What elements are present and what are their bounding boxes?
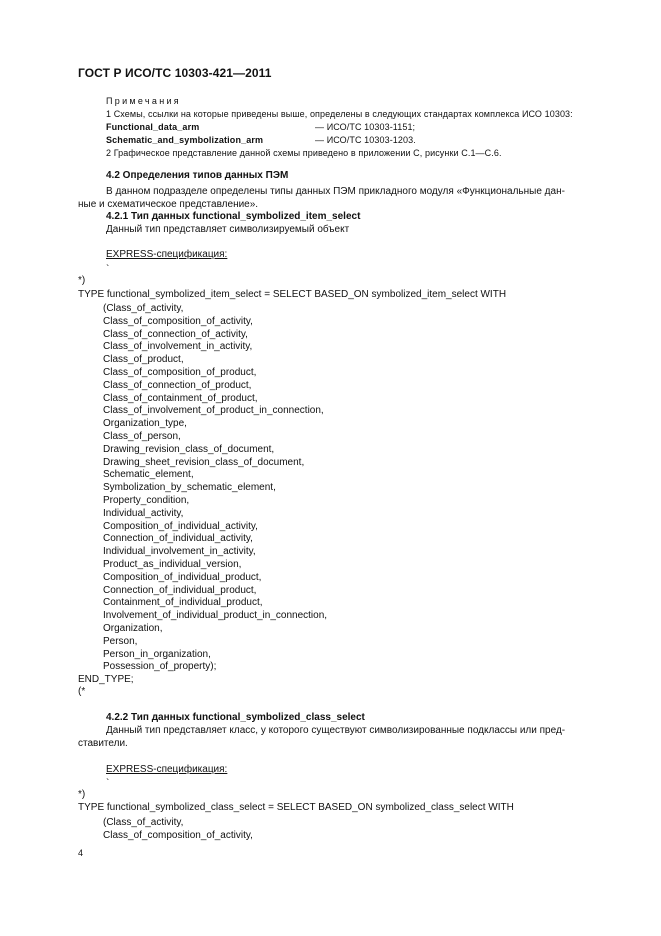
select-item: Class_of_connection_of_activity, bbox=[103, 328, 248, 340]
express-tick-2: ` bbox=[106, 778, 110, 789]
subsection-4-2-2-title: 4.2.2 Тип данных functional_symbolized_class_select bbox=[106, 712, 365, 723]
select-item: Drawing_sheet_revision_class_of_document, bbox=[103, 456, 305, 468]
subsection-4-2-1-title: 4.2.1 Тип данных functional_symbolized_item_select bbox=[106, 211, 361, 222]
note-2: 2 Графическое представление данной схемы приведено в приложении С, рисунки С.1—С.6. bbox=[106, 148, 502, 158]
section-intro-line-1: В данном подразделе определены типы данных ПЭМ прикладного модуля «Функциональные дан- bbox=[106, 186, 565, 197]
select-item: Class_of_composition_of_activity, bbox=[103, 830, 253, 841]
subsection-4-2-2-description-line-1: Данный тип представляет класс, у которого существуют символизированные подклассы или пред- bbox=[106, 725, 566, 736]
subsection-4-2-1-description: Данный тип представляет символизируемый объект bbox=[106, 224, 350, 235]
express-tick-1: ` bbox=[106, 264, 110, 275]
select-item: Individual_involvement_in_activity, bbox=[103, 546, 256, 558]
reference-name-1: Functional_data_arm bbox=[106, 122, 200, 132]
select-item: Class_of_connection_of_product, bbox=[103, 379, 252, 391]
select-item: Individual_activity, bbox=[103, 507, 184, 519]
select-item: Possession_of_property); bbox=[103, 661, 217, 673]
select-item: Organization, bbox=[103, 622, 163, 634]
select-item: Class_of_involvement_in_activity, bbox=[103, 341, 253, 353]
end-type-1: END_TYPE; bbox=[78, 674, 134, 685]
reference-name-2: Schematic_and_symbolization_arm bbox=[106, 135, 264, 145]
select-item: Property_condition, bbox=[103, 494, 190, 506]
section-title: 4.2 Определения типов данных ПЭМ bbox=[106, 170, 289, 181]
select-item: Class_of_product, bbox=[103, 354, 184, 366]
subsection-4-2-2-description-line-2: ставители. bbox=[78, 738, 128, 749]
section-intro-line-2: ные и схематическое представление». bbox=[78, 199, 259, 210]
open-comment-2: *) bbox=[78, 789, 86, 800]
select-item: Containment_of_individual_product, bbox=[103, 597, 263, 609]
select-item: Symbolization_by_schematic_element, bbox=[103, 482, 276, 494]
open-comment-1: *) bbox=[78, 275, 86, 286]
select-item: Class_of_person, bbox=[103, 430, 181, 442]
select-item: Composition_of_individual_product, bbox=[103, 571, 262, 583]
select-item: Organization_type, bbox=[103, 418, 187, 430]
select-item: (Class_of_activity, bbox=[103, 303, 184, 314]
select-item: Person_in_organization, bbox=[103, 648, 211, 660]
note-1-intro: 1 Схемы, ссылки на которые приведены выше, определены в следующих стандартах комплекса ИСО 10303: bbox=[106, 109, 573, 119]
type-declaration-2: TYPE functional_symbolized_class_select = SELECT BASED_ON symbolized_class_select WITH bbox=[78, 802, 514, 813]
close-comment-1: (* bbox=[78, 686, 86, 697]
select-item: Class_of_involvement_of_product_in_connection, bbox=[103, 405, 324, 417]
select-item: Involvement_of_individual_product_in_connection, bbox=[103, 610, 328, 622]
page-number: 4 bbox=[78, 848, 84, 858]
select-item-list-1 bbox=[103, 303, 327, 674]
express-spec-label-1: EXPRESS-спецификация: bbox=[106, 249, 228, 260]
notes-title: Примечания bbox=[106, 96, 181, 106]
select-item-list-2 bbox=[103, 816, 253, 842]
reference-standard-2: — ИСО/ТС 10303-1203. bbox=[315, 135, 416, 145]
select-item: Connection_of_individual_activity, bbox=[103, 533, 253, 545]
select-item: Person, bbox=[103, 635, 138, 647]
select-item: Connection_of_individual_product, bbox=[103, 584, 257, 596]
select-item: Schematic_element, bbox=[103, 469, 194, 481]
select-item: Class_of_containment_of_product, bbox=[103, 392, 258, 404]
select-item: Composition_of_individual_activity, bbox=[103, 520, 258, 532]
express-spec-label-2: EXPRESS-спецификация: bbox=[106, 764, 228, 775]
select-item: Product_as_individual_version, bbox=[103, 558, 242, 570]
reference-standard-1: — ИСО/ТС 10303-1151; bbox=[315, 122, 416, 132]
select-item: Drawing_revision_class_of_document, bbox=[103, 443, 275, 455]
select-item: Class_of_composition_of_product, bbox=[103, 366, 257, 378]
select-item: Class_of_composition_of_activity, bbox=[103, 315, 253, 327]
type-declaration-1: TYPE functional_symbolized_item_select = SELECT BASED_ON symbolized_item_select WITH bbox=[78, 289, 507, 300]
select-item: (Class_of_activity, bbox=[103, 817, 184, 828]
document-header: ГОСТ Р ИСО/ТС 10303-421—2011 bbox=[78, 66, 272, 80]
